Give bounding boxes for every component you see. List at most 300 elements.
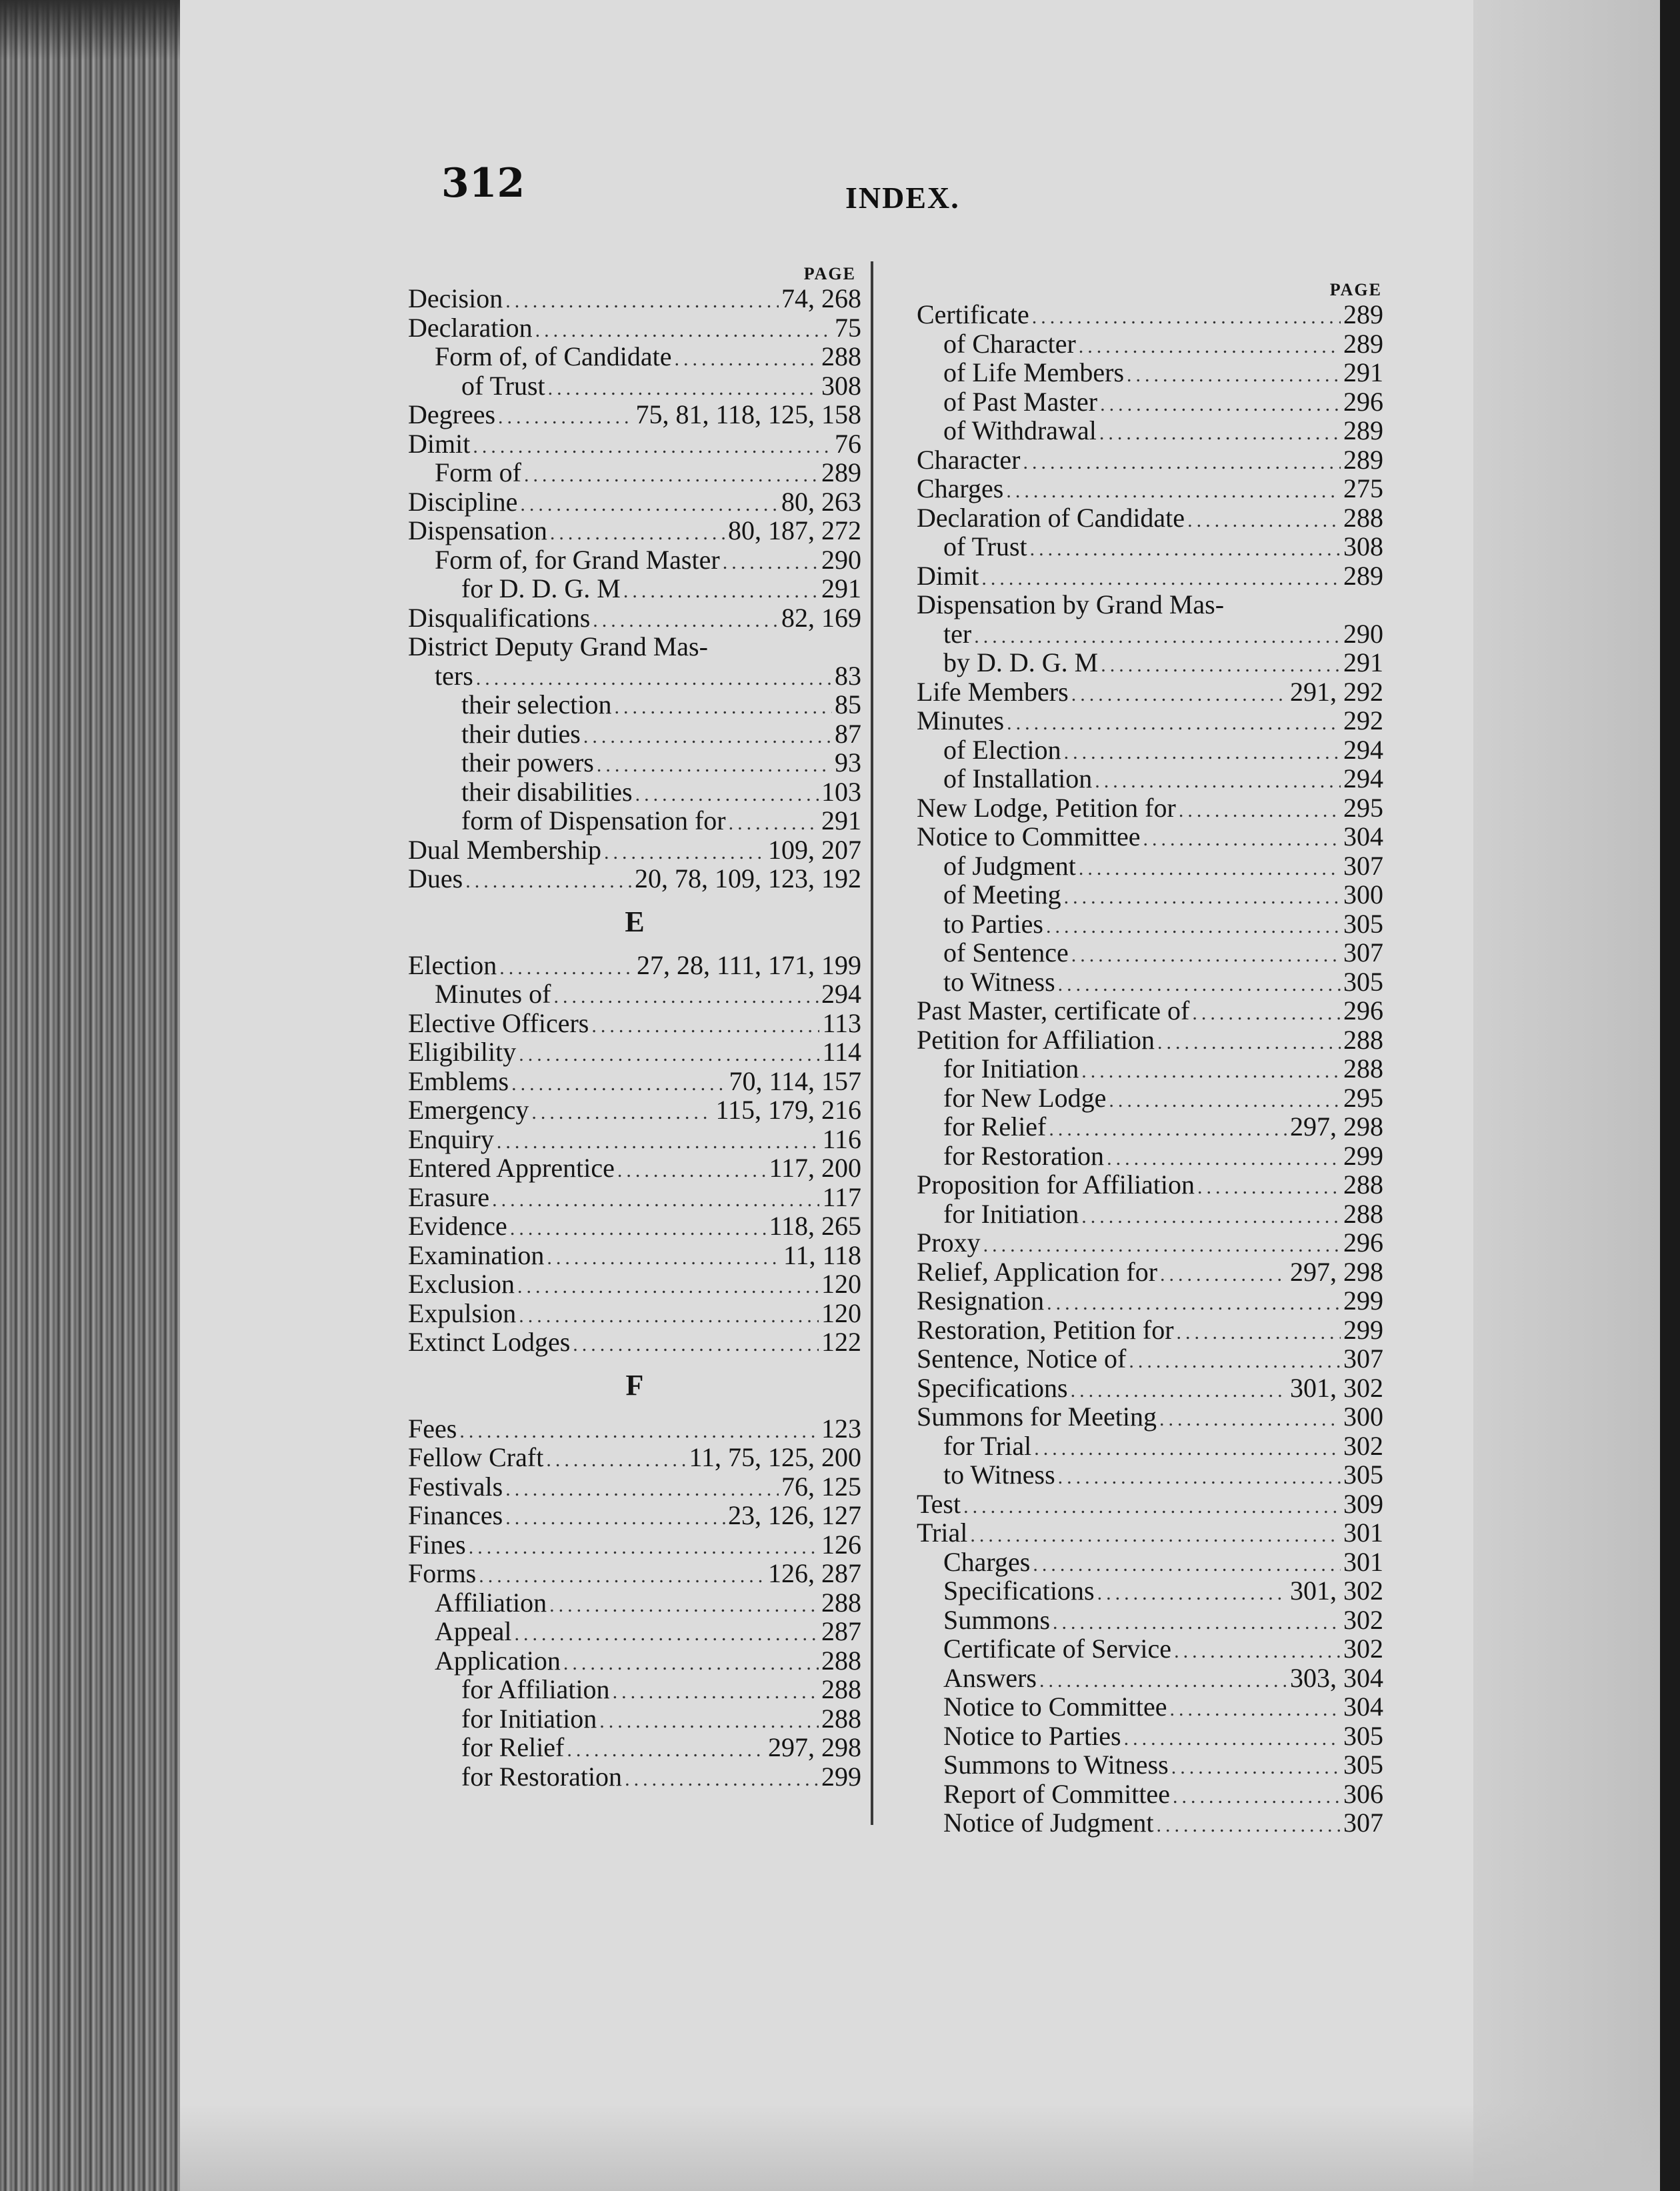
entry-term: of Judgment xyxy=(943,850,1076,881)
entry-pages: 301, 302 xyxy=(1290,1372,1383,1403)
dot-leader xyxy=(1064,883,1341,912)
dot-leader xyxy=(1129,1347,1341,1376)
entry-pages: 290 xyxy=(1343,618,1383,649)
entry-pages: 288 xyxy=(821,1703,861,1734)
entry-pages: 289 xyxy=(1343,444,1383,475)
index-entry xyxy=(408,719,861,749)
entry-term: District Deputy Grand Mas- xyxy=(408,631,708,661)
entry-pages: 288 xyxy=(1343,1053,1383,1083)
page-column-label: PAGE xyxy=(1329,280,1382,299)
dot-leader xyxy=(675,345,819,374)
book-edge-shadow xyxy=(0,0,180,60)
entry-pages: 80, 187, 272 xyxy=(728,515,861,545)
entry-term: for Initiation xyxy=(943,1198,1079,1229)
index-entry xyxy=(917,532,1383,561)
dot-leader xyxy=(479,1562,765,1591)
index-entry xyxy=(917,648,1383,677)
index-entry xyxy=(408,835,861,865)
entry-term: Declaration of Candidate xyxy=(917,502,1185,533)
dot-leader xyxy=(597,751,832,780)
index-entry xyxy=(917,1083,1383,1113)
entry-term: Form of, for Grand Master xyxy=(435,544,720,575)
entry-pages: 302 xyxy=(1343,1604,1383,1635)
entry-pages: 122 xyxy=(821,1327,861,1357)
entry-term: their duties xyxy=(461,718,581,749)
entry-term: Erasure xyxy=(408,1182,490,1212)
entry-term: of Installation xyxy=(943,763,1093,793)
book-page-edges xyxy=(0,0,180,2191)
dot-leader xyxy=(1173,1782,1341,1812)
index-entry xyxy=(917,793,1383,823)
dot-leader xyxy=(1124,1724,1341,1754)
entry-pages: 300 xyxy=(1343,879,1383,909)
entry-pages: 275 xyxy=(1343,473,1383,503)
entry-pages: 307 xyxy=(1343,1808,1383,1838)
entry-term: Minutes xyxy=(917,705,1005,735)
entry-term: Charges xyxy=(943,1546,1031,1577)
entry-pages: 117, 200 xyxy=(769,1153,861,1183)
index-entry xyxy=(408,603,861,633)
dot-leader xyxy=(563,1649,819,1678)
dot-leader xyxy=(476,664,832,693)
entry-pages: 294 xyxy=(1343,734,1383,765)
index-entry xyxy=(917,1780,1383,1809)
index-entry xyxy=(917,358,1383,387)
dot-leader xyxy=(981,564,1341,593)
entry-term: ter xyxy=(943,618,972,649)
dot-leader xyxy=(505,1475,779,1504)
dot-leader xyxy=(519,1040,819,1069)
index-entry xyxy=(408,574,861,603)
entry-term: Answers xyxy=(943,1662,1037,1693)
index-entry xyxy=(408,1443,861,1472)
dot-leader xyxy=(1023,448,1341,477)
dot-leader xyxy=(519,1302,819,1331)
entry-term: Summons to Witness xyxy=(943,1750,1169,1780)
index-column-right xyxy=(917,280,1383,1838)
index-entry xyxy=(408,1617,861,1646)
entry-pages: 301 xyxy=(1343,1518,1383,1548)
dot-leader xyxy=(1047,1289,1341,1318)
entry-term: Dispensation by Grand Mas- xyxy=(917,589,1225,619)
dot-leader xyxy=(1192,999,1341,1028)
entry-pages: 291 xyxy=(821,573,861,603)
index-entry xyxy=(917,909,1383,939)
dot-leader xyxy=(1171,1753,1341,1782)
entry-pages: 93 xyxy=(835,747,861,777)
entry-term: Application xyxy=(435,1645,561,1676)
entry-term: form of Dispensation for xyxy=(461,805,726,835)
dot-leader xyxy=(614,693,832,722)
entry-pages: 287 xyxy=(821,1616,861,1646)
index-entry xyxy=(408,458,861,487)
entry-term: Evidence xyxy=(408,1211,507,1241)
index-entry xyxy=(917,1460,1383,1490)
index-entry xyxy=(917,561,1383,591)
entry-term: Eligibility xyxy=(408,1037,517,1067)
index-entry xyxy=(917,1170,1383,1200)
index-entry xyxy=(408,545,861,575)
entry-pages: 301 xyxy=(1343,1546,1383,1577)
entry-term: Dues xyxy=(408,863,463,893)
index-entry xyxy=(917,1490,1383,1519)
entry-term: Charges xyxy=(917,473,1004,503)
entry-pages: 301, 302 xyxy=(1290,1576,1383,1606)
entry-term: of Trust xyxy=(461,370,545,401)
index-entry xyxy=(917,996,1383,1025)
entry-pages: 288 xyxy=(1343,1198,1383,1229)
index-entry xyxy=(917,706,1383,735)
entry-pages: 76, 125 xyxy=(781,1471,861,1502)
index-entry xyxy=(408,371,861,401)
entry-term: Summons for Meeting xyxy=(917,1402,1157,1432)
entry-pages: 120 xyxy=(821,1269,861,1299)
entry-term: to Witness xyxy=(943,966,1055,997)
index-entry xyxy=(917,1258,1383,1287)
entry-term: Notice to Committee xyxy=(943,1692,1167,1722)
entry-pages: 75 xyxy=(835,312,861,343)
dot-leader xyxy=(599,1707,819,1736)
dot-leader xyxy=(510,1214,767,1244)
entry-term: New Lodge, Petition for xyxy=(917,792,1176,823)
entry-term: their selection xyxy=(461,689,612,719)
entry-term: Summons xyxy=(943,1604,1051,1635)
index-entry xyxy=(408,864,861,893)
index-entry xyxy=(408,777,861,807)
entry-pages: 109, 207 xyxy=(768,834,861,865)
entry-pages: 75, 81, 118, 125, 158 xyxy=(635,399,861,429)
entry-term: of Withdrawal xyxy=(943,415,1097,445)
dot-leader xyxy=(1179,796,1341,825)
entry-pages: 297, 298 xyxy=(1290,1112,1383,1142)
entry-pages: 288 xyxy=(1343,502,1383,533)
dot-leader xyxy=(1095,767,1341,796)
entry-term: Emergency xyxy=(408,1095,529,1125)
dot-leader xyxy=(1064,738,1341,767)
dot-leader xyxy=(535,316,832,345)
entry-term: Past Master, certificate of xyxy=(917,995,1190,1025)
index-entry xyxy=(917,1402,1383,1432)
entry-pages: 299 xyxy=(821,1761,861,1792)
index-entry xyxy=(917,1518,1383,1548)
entry-term: Emblems xyxy=(408,1065,509,1096)
dot-leader xyxy=(1079,332,1341,361)
dot-leader xyxy=(1058,1463,1341,1492)
entry-pages: 11, 75, 125, 200 xyxy=(689,1442,861,1472)
dot-leader xyxy=(1109,1086,1341,1116)
index-entry xyxy=(917,1432,1383,1461)
dot-leader xyxy=(970,1521,1341,1550)
entry-term: their powers xyxy=(461,747,594,777)
entry-term: Form of xyxy=(435,457,521,487)
index-entry xyxy=(408,1299,861,1328)
entry-term: Resignation xyxy=(917,1286,1045,1316)
entry-pages: 291 xyxy=(1343,647,1383,677)
index-entry xyxy=(408,342,861,371)
entry-pages: 302 xyxy=(1343,1430,1383,1461)
entry-term: Specifications xyxy=(943,1576,1095,1606)
entry-term: their disabilities xyxy=(461,776,633,807)
index-entry xyxy=(408,1414,861,1444)
index-entry xyxy=(408,1125,861,1154)
index-entry xyxy=(917,938,1383,967)
index-entry xyxy=(917,1344,1383,1374)
entry-term: Election xyxy=(408,949,497,980)
index-entry xyxy=(917,1750,1383,1780)
index-entry xyxy=(917,387,1383,417)
entry-term: for Relief xyxy=(461,1732,565,1762)
entry-pages: 83 xyxy=(835,660,861,691)
index-entry xyxy=(408,1270,861,1299)
dot-leader xyxy=(511,1069,726,1099)
entry-pages: 288 xyxy=(821,1674,861,1704)
entry-term: for D. D. G. M xyxy=(461,573,621,603)
entry-term: Finances xyxy=(408,1500,503,1530)
entry-term: of Election xyxy=(943,734,1061,765)
dot-leader xyxy=(963,1492,1341,1522)
dot-leader xyxy=(1187,506,1341,535)
dot-leader xyxy=(1049,1115,1287,1144)
entry-pages: 27, 28, 111, 171, 199 xyxy=(636,949,861,980)
dot-leader xyxy=(469,1533,819,1562)
entry-pages: 113 xyxy=(822,1007,861,1038)
index-entry xyxy=(408,632,861,661)
entry-pages: 306 xyxy=(1343,1778,1383,1809)
entry-term: Notice to Committee xyxy=(917,821,1141,851)
entry-term: Fees xyxy=(408,1413,457,1444)
entry-term: Fellow Craft xyxy=(408,1442,544,1472)
entry-pages: 290 xyxy=(821,544,861,575)
running-head: INDEX. xyxy=(845,181,960,215)
index-entry xyxy=(408,1328,861,1357)
index-entry xyxy=(408,1675,861,1704)
entry-term: Enquiry xyxy=(408,1124,494,1154)
dot-leader xyxy=(547,1244,781,1273)
dot-leader xyxy=(515,1620,819,1649)
entry-term: of Trust xyxy=(943,531,1027,561)
entry-term: for Initiation xyxy=(943,1053,1079,1083)
dot-leader xyxy=(548,374,819,403)
entry-pages: 85 xyxy=(835,689,861,719)
dot-leader xyxy=(546,1446,686,1475)
dot-leader xyxy=(1046,912,1341,941)
entry-term: Forms xyxy=(408,1558,477,1588)
entry-pages: 126 xyxy=(821,1529,861,1560)
entry-pages: 305 xyxy=(1343,966,1383,997)
entry-term: ters xyxy=(435,660,473,691)
entry-pages: 292 xyxy=(1343,705,1383,735)
dot-leader xyxy=(1100,390,1341,419)
dot-leader xyxy=(593,606,779,635)
entry-pages: 299 xyxy=(1343,1286,1383,1316)
entry-pages: 118, 265 xyxy=(769,1211,861,1241)
dot-leader xyxy=(1081,1057,1341,1086)
scan-right-border xyxy=(1660,0,1680,2191)
entry-term: Entered Apprentice xyxy=(408,1153,615,1183)
dot-leader xyxy=(473,432,832,461)
entry-term: Form of, of Candidate xyxy=(435,341,672,371)
index-entry xyxy=(917,590,1383,619)
entry-pages: 11, 118 xyxy=(783,1240,861,1270)
dot-leader xyxy=(567,1736,765,1765)
dot-leader xyxy=(1099,419,1341,448)
dot-leader xyxy=(1007,709,1341,738)
dot-leader xyxy=(1071,680,1287,709)
index-entry xyxy=(917,1228,1383,1258)
dot-leader xyxy=(983,1231,1341,1260)
index-entry xyxy=(408,979,861,1009)
index-entry xyxy=(917,1722,1383,1751)
dot-leader xyxy=(1157,1028,1341,1057)
dot-leader xyxy=(1071,941,1341,970)
entry-pages: 120 xyxy=(821,1298,861,1328)
entry-term: of Character xyxy=(943,328,1076,359)
page-paper-right-shade xyxy=(1473,0,1680,2191)
index-entry xyxy=(408,690,861,719)
dot-leader xyxy=(635,780,819,809)
entry-pages: 80, 263 xyxy=(781,486,861,517)
index-entry xyxy=(408,487,861,517)
entry-term: for New Lodge xyxy=(943,1082,1107,1113)
entry-pages: 288 xyxy=(1343,1024,1383,1055)
entry-pages: 289 xyxy=(1343,415,1383,445)
index-entry xyxy=(917,1316,1383,1345)
entry-pages: 70, 114, 157 xyxy=(729,1065,861,1096)
entry-pages: 308 xyxy=(1343,531,1383,561)
entry-pages: 288 xyxy=(1343,1170,1383,1200)
entry-term: Notice to Parties xyxy=(943,1720,1121,1751)
index-entry xyxy=(408,313,861,343)
entry-term: for Affiliation xyxy=(461,1674,610,1704)
dot-leader xyxy=(613,1678,819,1707)
entry-term: Decision xyxy=(408,283,503,313)
dot-leader xyxy=(625,1765,819,1794)
dot-leader xyxy=(1032,303,1341,332)
index-entry xyxy=(408,284,861,313)
index-entry xyxy=(917,880,1383,909)
entry-term: Test xyxy=(917,1488,961,1519)
entry-pages: 303, 304 xyxy=(1290,1662,1383,1693)
entry-term: of Meeting xyxy=(943,879,1061,909)
dot-leader xyxy=(1006,477,1341,506)
entry-term: Restoration, Petition for xyxy=(917,1314,1174,1345)
dot-leader xyxy=(524,461,819,490)
entry-term: Festivals xyxy=(408,1471,503,1502)
dot-leader xyxy=(1081,1202,1341,1232)
entry-pages: 23, 126, 127 xyxy=(728,1500,861,1530)
dot-leader xyxy=(623,577,819,606)
dot-leader xyxy=(1157,1811,1341,1840)
index-entry xyxy=(917,445,1383,475)
entry-pages: 307 xyxy=(1343,850,1383,881)
entry-pages: 302 xyxy=(1343,1634,1383,1664)
entry-pages: 82, 169 xyxy=(781,602,861,633)
entry-pages: 296 xyxy=(1343,1228,1383,1258)
entry-term: Dispensation xyxy=(408,515,547,545)
index-entry xyxy=(917,300,1383,329)
entry-pages: 115, 179, 216 xyxy=(715,1095,861,1125)
index-entry xyxy=(917,1286,1383,1316)
entry-term: for Restoration xyxy=(461,1761,623,1792)
entry-pages: 299 xyxy=(1343,1314,1383,1345)
entry-term: to Witness xyxy=(943,1460,1055,1490)
index-entry xyxy=(408,1646,861,1676)
entry-term: of Sentence xyxy=(943,937,1069,967)
entry-pages: 289 xyxy=(1343,560,1383,591)
dot-leader xyxy=(1197,1173,1341,1202)
dot-leader xyxy=(573,1330,819,1360)
entry-term: Certificate of Service xyxy=(943,1634,1172,1664)
entry-term: Fines xyxy=(408,1529,466,1560)
entry-term: Sentence, Notice of xyxy=(917,1344,1127,1374)
dot-leader xyxy=(459,1417,819,1446)
index-entry xyxy=(917,1664,1383,1693)
index-column-left xyxy=(408,264,861,1791)
page-paper-bottom-shade xyxy=(180,2104,1680,2191)
entry-term: Appeal xyxy=(435,1616,512,1646)
index-entry xyxy=(408,951,861,980)
index-entry xyxy=(408,1501,861,1530)
entry-pages: 76 xyxy=(835,428,861,459)
entry-pages: 20, 78, 109, 123, 192 xyxy=(635,863,861,893)
index-entry xyxy=(408,1067,861,1096)
index-entry xyxy=(408,1183,861,1212)
entry-pages: 305 xyxy=(1343,908,1383,939)
dot-leader xyxy=(1039,1666,1287,1696)
entry-term: Examination xyxy=(408,1240,545,1270)
index-entry xyxy=(917,967,1383,997)
dot-leader xyxy=(505,287,779,316)
dot-leader xyxy=(1170,1695,1341,1724)
dot-leader xyxy=(531,1098,713,1128)
entry-pages: 87 xyxy=(835,718,861,749)
page-column-label: PAGE xyxy=(803,264,856,283)
entry-pages: 299 xyxy=(1343,1140,1383,1171)
entry-pages: 308 xyxy=(821,370,861,401)
dot-leader xyxy=(550,519,725,548)
dot-leader xyxy=(1030,535,1341,564)
entry-pages: 307 xyxy=(1343,1344,1383,1374)
index-entry xyxy=(917,822,1383,851)
entry-term: for Trial xyxy=(943,1430,1032,1461)
index-entry xyxy=(917,503,1383,533)
entry-pages: 291 xyxy=(1343,357,1383,387)
entry-pages: 304 xyxy=(1343,821,1383,851)
index-entry xyxy=(408,400,861,429)
entry-pages: 296 xyxy=(1343,386,1383,417)
entry-term: for Restoration xyxy=(943,1140,1105,1171)
entry-pages: 114 xyxy=(822,1037,861,1067)
entry-term: for Initiation xyxy=(461,1703,597,1734)
entry-term: Extinct Lodges xyxy=(408,1327,571,1357)
entry-term: Relief, Application for xyxy=(917,1256,1158,1287)
entry-pages: 305 xyxy=(1343,1460,1383,1490)
entry-term: Discipline xyxy=(408,486,518,517)
index-entry xyxy=(917,735,1383,765)
dot-leader xyxy=(1159,1405,1341,1434)
index-entry xyxy=(917,474,1383,503)
dot-leader xyxy=(1160,1260,1287,1290)
index-entry xyxy=(917,1634,1383,1664)
entry-term: Notice of Judgment xyxy=(943,1808,1154,1838)
dot-leader xyxy=(1143,825,1341,854)
index-entry xyxy=(917,1112,1383,1142)
entry-term: Report of Committee xyxy=(943,1778,1170,1809)
index-entry xyxy=(408,516,861,545)
entry-term: Affiliation xyxy=(435,1587,547,1618)
dot-leader xyxy=(604,838,765,867)
index-entry xyxy=(408,429,861,459)
